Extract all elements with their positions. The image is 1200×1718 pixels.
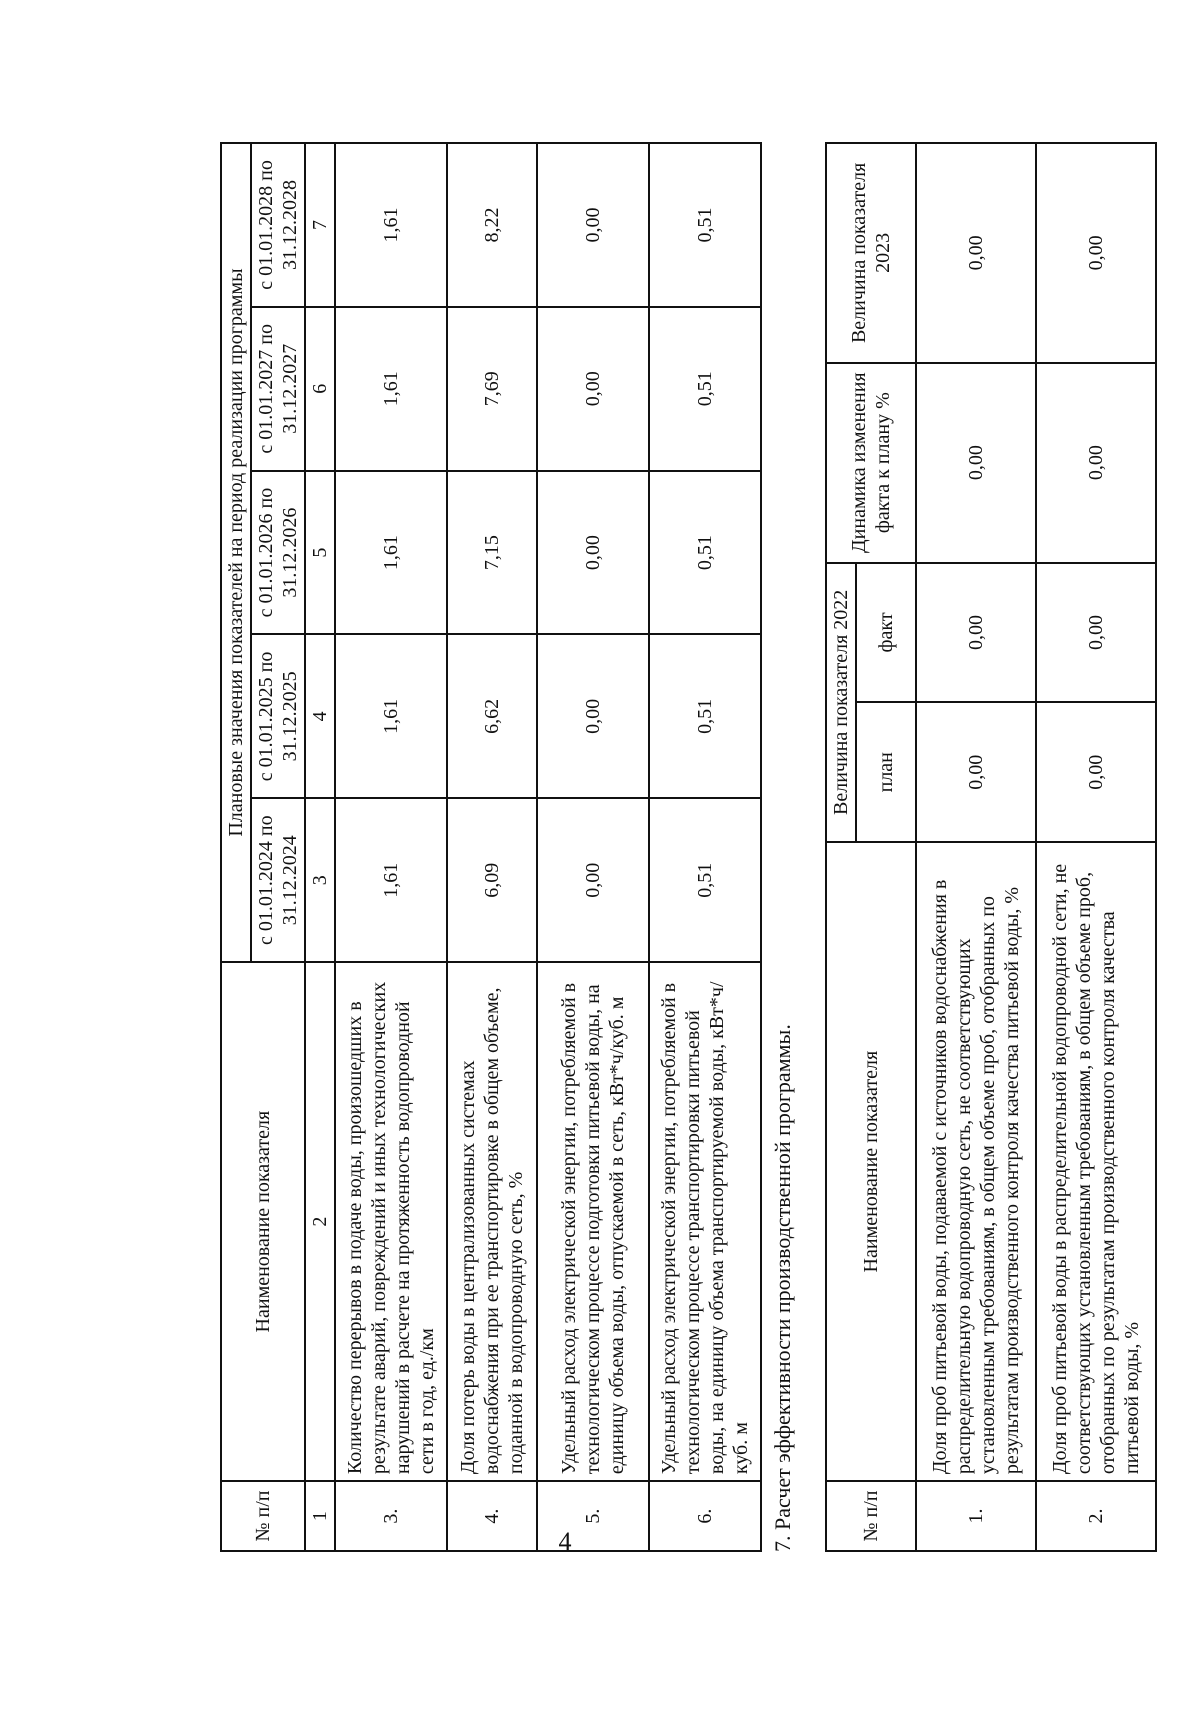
value-cell: 0,00	[1036, 702, 1156, 842]
section-heading: 7. Расчет эффективности производственной программы.	[770, 1024, 795, 1552]
column-header-period: с 01.01.2027 по 31.12.2027	[251, 307, 305, 471]
value-cell: 0,00	[537, 635, 649, 799]
column-header-period: с 01.01.2024 по 31.12.2024	[251, 798, 305, 962]
value-cell: 1,61	[335, 307, 447, 471]
index-cell: 4	[305, 635, 335, 799]
indicator-name: Количество перерывов в подаче воды, произошедших в результате аварий, повреждений и иных технологических нарушений в расчете на протяженность водопроводной сети в год, ед./км	[335, 962, 447, 1481]
table-row	[649, 143, 761, 1551]
value-cell: 0,00	[537, 798, 649, 962]
row-number: 2.	[1036, 1481, 1156, 1551]
value-cell: 0,00	[916, 563, 1036, 703]
rotated-page-content	[80, 92, 1143, 1592]
column-header-2023: Величина показателя 2023	[826, 143, 916, 363]
table-header-row	[221, 143, 251, 1551]
page-number: 4	[558, 1527, 572, 1556]
value-cell: 0,00	[1036, 363, 1156, 563]
value-cell: 7,69	[447, 307, 537, 471]
value-cell: 0,51	[649, 143, 761, 307]
column-header-num: № п/п	[826, 1481, 916, 1551]
table-row	[1036, 143, 1156, 1551]
value-cell: 0,00	[537, 307, 649, 471]
value-cell: 6,62	[447, 635, 537, 799]
value-cell: 1,61	[335, 143, 447, 307]
table-row	[447, 143, 537, 1551]
value-cell: 1,61	[335, 798, 447, 962]
value-cell: 0,00	[916, 143, 1036, 363]
value-cell: 1,61	[335, 635, 447, 799]
value-cell: 0,00	[916, 702, 1036, 842]
column-header-dynamics: Динамика изменения факта к плану %	[826, 363, 916, 563]
efficiency-table	[825, 142, 1157, 1552]
index-cell: 2	[305, 962, 335, 1481]
indicator-name: Доля проб питьевой воды, подаваемой с источников водоснабжения в распределительную водопроводную сеть, не соответствующих установленным требованиям, в общем объеме проб, отобранных по результатам производственного контроля качества питьевой воды, %	[916, 842, 1036, 1481]
indicator-name: Удельный расход электрической энергии, потребляемой в технологическом процессе подготовки питьевой воды, на единицу объема воды, отпускаемой в сеть, кВт*ч/куб. м	[537, 962, 649, 1481]
value-cell: 8,22	[447, 143, 537, 307]
column-header-fact: факт	[856, 563, 916, 703]
value-cell: 0,00	[1036, 563, 1156, 703]
index-cell: 3	[305, 798, 335, 962]
value-cell: 0,00	[537, 471, 649, 635]
indicator-name: Доля потерь воды в централизованных системах водоснабжения при ее транспортировке в общем объеме, поданной в водопроводную сеть, %	[447, 962, 537, 1481]
value-cell: 0,51	[649, 471, 761, 635]
table-row	[335, 143, 447, 1551]
value-cell: 0,51	[649, 635, 761, 799]
value-cell: 1,61	[335, 471, 447, 635]
index-cell: 6	[305, 307, 335, 471]
row-number: 4.	[447, 1481, 537, 1551]
column-header-plan-group: Плановые значения показателей на период реализации программы	[221, 143, 251, 962]
row-number: 5.	[537, 1481, 649, 1551]
table-row	[537, 143, 649, 1551]
index-cell: 5	[305, 471, 335, 635]
column-header-period: с 01.01.2028 по 31.12.2028	[251, 143, 305, 307]
indicator-name: Доля проб питьевой воды в распределительной водопроводной сети, не соответствующих установленным требованиям, в общем объеме проб, отобранных по результатам производственного контроля качества питьевой воды, %	[1036, 842, 1156, 1481]
table-row	[916, 143, 1036, 1551]
value-cell: 0,00	[916, 363, 1036, 563]
value-cell: 0,00	[537, 143, 649, 307]
index-cell: 1	[305, 1481, 335, 1551]
row-number: 1.	[916, 1481, 1036, 1551]
value-cell: 0,51	[649, 798, 761, 962]
column-header-period: с 01.01.2026 по 31.12.2026	[251, 471, 305, 635]
column-header-period: с 01.01.2025 по 31.12.2025	[251, 635, 305, 799]
value-cell: 7,15	[447, 471, 537, 635]
value-cell: 0,51	[649, 307, 761, 471]
row-number: 3.	[335, 1481, 447, 1551]
column-header-plan: план	[856, 702, 916, 842]
column-header-num: № п/п	[221, 1481, 305, 1551]
row-number: 6.	[649, 1481, 761, 1551]
column-header-2022: Величина показателя 2022	[826, 563, 856, 843]
value-cell: 0,00	[1036, 143, 1156, 363]
column-header-name: Наименование показателя	[826, 842, 916, 1481]
table-header-row	[826, 143, 856, 1551]
column-header-name: Наименование показателя	[221, 962, 305, 1481]
index-cell: 7	[305, 143, 335, 307]
value-cell: 6,09	[447, 798, 537, 962]
plan-indicators-table	[220, 142, 762, 1552]
indicator-name: Удельный расход электрической энергии, потребляемой в технологическом процессе транспортировки питьевой воды, на единицу объема транспортируемой воды, кВт*ч/куб. м	[649, 962, 761, 1481]
index-row	[305, 143, 335, 1551]
